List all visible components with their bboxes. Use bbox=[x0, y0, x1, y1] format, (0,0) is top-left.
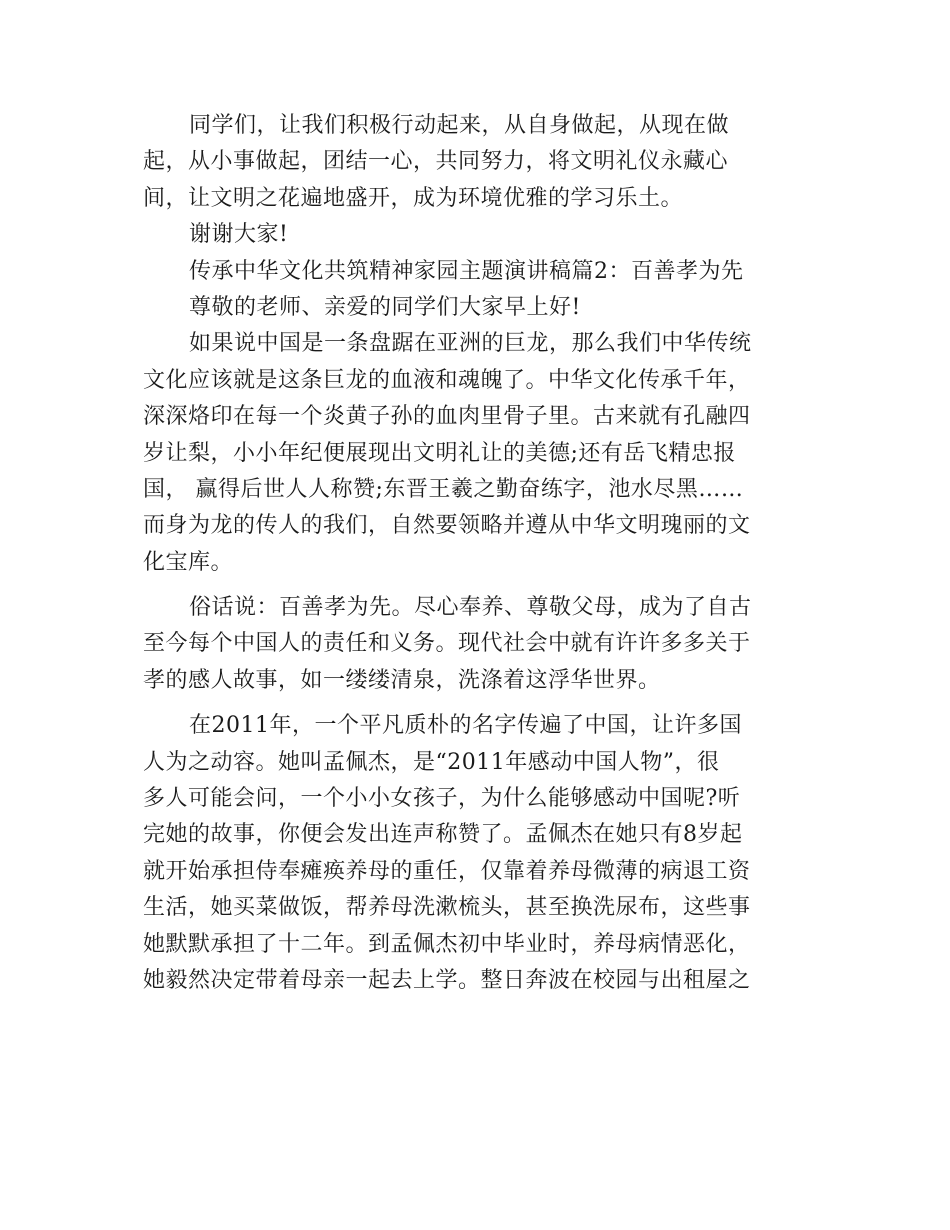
document-body bbox=[143, 108, 823, 999]
paragraph-line: 她毅然决定带着母亲一起去上学。整日奔波在校园与出租屋之 bbox=[143, 967, 751, 993]
paragraph-line: 间，让文明之花遍地盛开，成为环境优雅的学习乐土。 bbox=[143, 185, 684, 211]
paragraph-line: 文化应该就是这条巨龙的血液和魂魄了。中华文化传承千年， bbox=[143, 367, 751, 393]
paragraph-line: 孝的感人故事，如一缕缕清泉，洗涤着这浮华世界。 bbox=[143, 667, 661, 693]
paragraph-line: 至今每个中国人的责任和义务。现代社会中就有许许多多关于 bbox=[143, 631, 751, 657]
paragraph-line: 完她的故事，你便会发出连声称赞了。孟佩杰在她只有8岁起 bbox=[143, 822, 743, 848]
paragraph-line: 化宝库。 bbox=[143, 549, 234, 575]
paragraph-line: 起，从小事做起，团结一心，共同努力，将文明礼仪永藏心 bbox=[143, 149, 729, 175]
paragraph-line: 就开始承担侍奉瘫痪养母的重任，仅靠着养母微薄的病退工资 bbox=[143, 858, 751, 884]
paragraph-line: 岁让梨，小小年纪便展现出文明礼让的美德;还有岳飞精忠报 bbox=[143, 440, 736, 466]
paragraph-line: 在2011年，一个平凡质朴的名字传遍了中国，让许多国 bbox=[189, 713, 742, 739]
paragraph-line: 俗话说：百善孝为先。尽心奉养、尊敬父母，成为了自古 bbox=[189, 595, 752, 621]
paragraph-line: 同学们，让我们积极行动起来，从自身做起，从现在做 bbox=[189, 113, 730, 138]
paragraph-line: 人为之动容。她叫孟佩杰，是“2011年感动中国人物”，很 bbox=[143, 749, 720, 775]
paragraph-line: 国， 赢得后世人人称赞;东晋王羲之勤奋练字，池水尽黑…… bbox=[143, 476, 744, 502]
paragraph-line: 生活，她买菜做饭，帮养母洗漱梳头，甚至换洗尿布，这些事 bbox=[143, 895, 751, 921]
section-heading: 传承中华文化共筑精神家园主题演讲稿篇2：百善孝为先 bbox=[189, 258, 744, 284]
greeting-line: 尊敬的老师、亲爱的同学们大家早上好! bbox=[189, 294, 581, 320]
paragraph-line: 如果说中国是一条盘踞在亚洲的巨龙，那么我们中华传统 bbox=[189, 331, 752, 357]
paragraph-line: 她默默承担了十二年。到孟佩杰初中毕业时，养母病情恶化， bbox=[143, 931, 751, 957]
paragraph-line: 深深烙印在每一个炎黄子孙的血肉里骨子里。古来就有孔融四 bbox=[143, 404, 751, 430]
closing-line: 谢谢大家! bbox=[189, 222, 289, 248]
paragraph-line: 而身为龙的传人的我们，自然要领略并遵从中华文明瑰丽的文 bbox=[143, 513, 751, 539]
paragraph-line: 多人可能会问，一个小小女孩子，为什么能够感动中国呢?听 bbox=[143, 786, 741, 812]
